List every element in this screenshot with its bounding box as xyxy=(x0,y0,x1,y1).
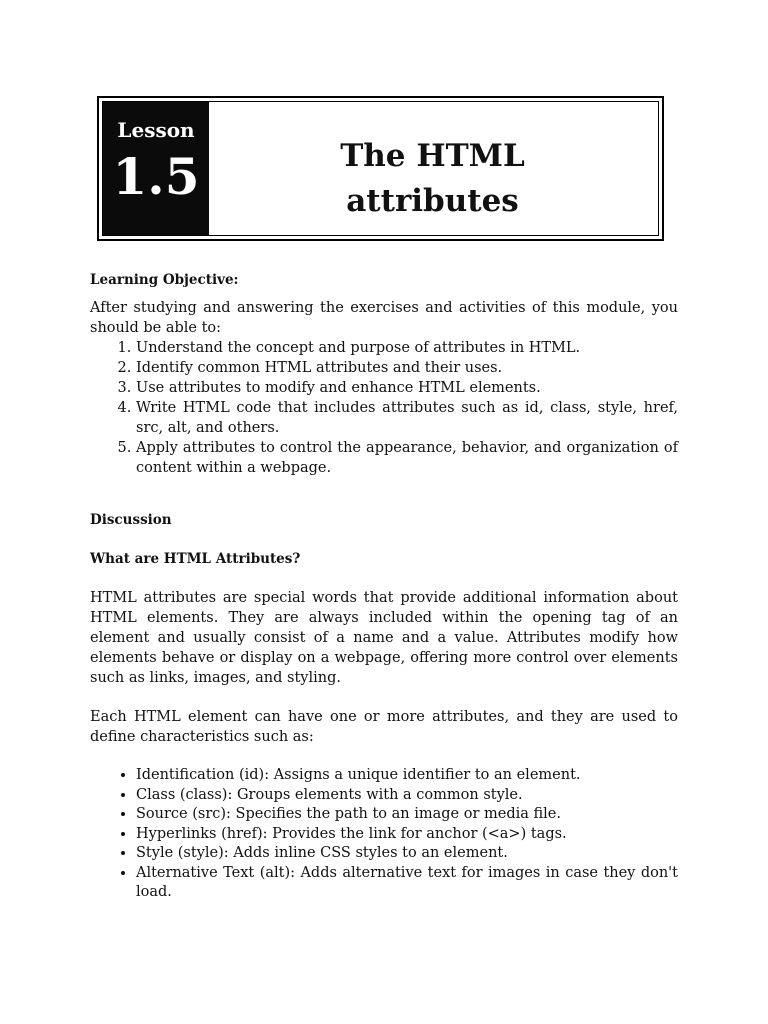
objective-heading: Learning Objective: xyxy=(90,272,239,288)
lesson-number: 1.5 xyxy=(112,147,200,206)
list-item: • Source (src): Specifies the path to an image or media file. xyxy=(136,805,678,825)
discussion-paragraph-2: Each HTML element can have one or more attributes, and they are used to define characteristics such as: xyxy=(90,709,678,745)
objective-list xyxy=(90,338,678,478)
list-item: • Alternative Text (alt): Adds alternative text for images in case they don't load. xyxy=(136,864,678,903)
list-item: • Hyperlinks (href): Provides the link for anchor (<a>) tags. xyxy=(136,825,678,845)
list-item: 1. Understand the concept and purpose of attributes in HTML. xyxy=(136,338,678,358)
lesson-title xyxy=(209,134,656,224)
lesson-header xyxy=(97,96,664,241)
attribute-bullet-list xyxy=(90,766,678,903)
list-item: 4. Write HTML code that includes attributes such as id, class, style, href, src, alt, and others. xyxy=(136,398,678,438)
discussion-heading: Discussion xyxy=(90,512,172,528)
document-body xyxy=(90,270,678,903)
list-item: • Class (class): Groups elements with a common style. xyxy=(136,786,678,806)
lesson-title-line-1: The HTML xyxy=(340,138,525,174)
lesson-label: Lesson xyxy=(117,118,195,142)
lesson-title-line-2: attributes xyxy=(346,183,519,219)
lesson-badge xyxy=(103,102,209,235)
list-item: • Identification (id): Assigns a unique identifier to an element. xyxy=(136,766,678,786)
discussion-subheading: What are HTML Attributes? xyxy=(90,551,301,567)
list-item: 3. Use attributes to modify and enhance HTML elements. xyxy=(136,378,678,398)
list-item: 2. Identify common HTML attributes and their uses. xyxy=(136,358,678,378)
discussion-paragraph-1: HTML attributes are special words that provide additional information about HTML elements. They are always included within the opening tag of an element and usually consist of a name and a value. Attributes modify how elements behave or display on a webpage, offering more control over elements such as links, images, and styling. xyxy=(90,590,678,686)
list-item: • Style (style): Adds inline CSS styles to an element. xyxy=(136,844,678,864)
list-item: 5. Apply attributes to control the appearance, behavior, and organization of content within a webpage. xyxy=(136,438,678,478)
objective-intro: After studying and answering the exercises and activities of this module, you should be able to: xyxy=(90,300,678,336)
